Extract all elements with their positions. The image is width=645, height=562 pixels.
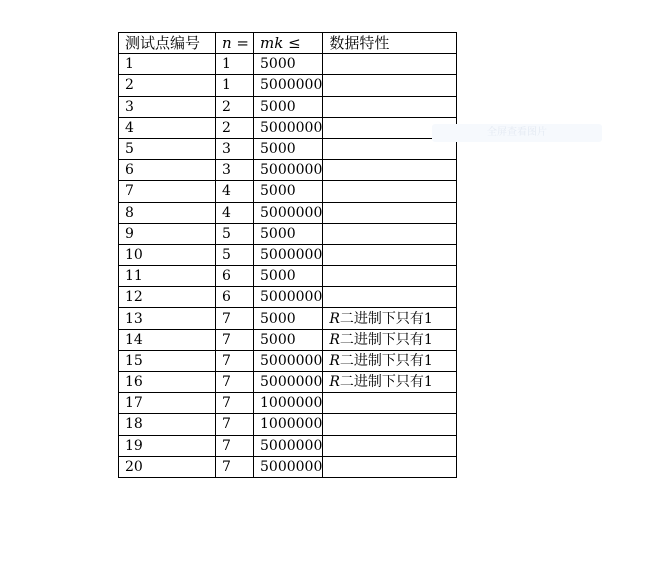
cell-test-id: 3: [119, 96, 216, 117]
cell-mk: 5000000: [254, 75, 323, 96]
data-feature-text: 二进制下只有1: [339, 310, 433, 327]
header-test-id: 测试点编号: [119, 33, 216, 54]
math-variable-r: R: [329, 310, 340, 327]
table-row: [119, 266, 457, 287]
cell-n: 2: [216, 96, 254, 117]
table-header-row: [119, 33, 457, 54]
cell-data-feature: [323, 181, 457, 202]
cell-test-id: 4: [119, 117, 216, 138]
math-variable-r: R: [329, 331, 340, 348]
table-row: [119, 54, 457, 75]
table-row: [119, 287, 457, 308]
cell-mk: 5000: [254, 138, 323, 159]
cell-mk: 5000000: [254, 456, 323, 477]
cell-data-feature: [323, 456, 457, 477]
cell-data-feature: [323, 350, 457, 371]
view-image-label: 全屏查看图片: [487, 127, 547, 138]
cell-data-feature: [323, 393, 457, 414]
table-row: [119, 372, 457, 393]
cell-data-feature: [323, 202, 457, 223]
cell-mk: 5000000: [254, 244, 323, 265]
cell-test-id: 2: [119, 75, 216, 96]
cell-mk: 1000000: [254, 393, 323, 414]
cell-test-id: 18: [119, 414, 216, 435]
cell-data-feature: [323, 287, 457, 308]
cell-n: 7: [216, 308, 254, 329]
cell-test-id: 13: [119, 308, 216, 329]
cell-n: 7: [216, 414, 254, 435]
cell-mk: 5000000: [254, 202, 323, 223]
cell-test-id: 20: [119, 456, 216, 477]
table-row: [119, 96, 457, 117]
table-row: [119, 308, 457, 329]
cell-n: 6: [216, 287, 254, 308]
cell-test-id: 6: [119, 160, 216, 181]
cell-mk: 5000000: [254, 435, 323, 456]
cell-test-id: 9: [119, 223, 216, 244]
cell-data-feature: [323, 244, 457, 265]
table-row: [119, 223, 457, 244]
cell-mk: 5000000: [254, 372, 323, 393]
cell-n: 7: [216, 393, 254, 414]
view-image-overlay[interactable]: [432, 124, 602, 142]
cell-data-feature: [323, 96, 457, 117]
header-mk: mk ≤: [254, 33, 323, 54]
cell-mk: 5000000: [254, 117, 323, 138]
cell-n: 4: [216, 181, 254, 202]
table-row: [119, 350, 457, 371]
cell-data-feature: [323, 329, 457, 350]
cell-mk: 5000: [254, 266, 323, 287]
table-row: [119, 181, 457, 202]
cell-n: 5: [216, 244, 254, 265]
data-feature-text: 二进制下只有1: [339, 331, 433, 348]
cell-mk: 5000: [254, 181, 323, 202]
cell-test-id: 12: [119, 287, 216, 308]
math-variable-r: R: [329, 374, 340, 391]
cell-mk: 5000: [254, 54, 323, 75]
cell-test-id: 10: [119, 244, 216, 265]
table-row: [119, 244, 457, 265]
table-row: [119, 329, 457, 350]
cell-data-feature: [323, 223, 457, 244]
cell-data-feature: [323, 54, 457, 75]
cell-mk: 5000000: [254, 350, 323, 371]
cell-test-id: 8: [119, 202, 216, 223]
data-feature-text: 二进制下只有1: [339, 352, 433, 369]
cell-mk: 1000000: [254, 414, 323, 435]
cell-mk: 5000: [254, 96, 323, 117]
table-row: [119, 138, 457, 159]
cell-mk: 5000: [254, 223, 323, 244]
cell-test-id: 11: [119, 266, 216, 287]
test-data-table: [118, 32, 457, 478]
cell-test-id: 15: [119, 350, 216, 371]
math-variable-r: R: [329, 352, 340, 369]
cell-n: 7: [216, 372, 254, 393]
cell-n: 7: [216, 350, 254, 371]
cell-n: 5: [216, 223, 254, 244]
table-row: [119, 202, 457, 223]
cell-test-id: 5: [119, 138, 216, 159]
table-row: [119, 160, 457, 181]
cell-n: 4: [216, 202, 254, 223]
cell-n: 7: [216, 329, 254, 350]
cell-data-feature: [323, 308, 457, 329]
table-row: [119, 75, 457, 96]
cell-data-feature: [323, 160, 457, 181]
cell-test-id: 7: [119, 181, 216, 202]
table-row: [119, 435, 457, 456]
cell-data-feature: [323, 372, 457, 393]
cell-data-feature: [323, 266, 457, 287]
table-body: [119, 54, 457, 478]
cell-n: 3: [216, 138, 254, 159]
table-row: [119, 414, 457, 435]
cell-n: 1: [216, 75, 254, 96]
data-feature-text: 二进制下只有1: [339, 374, 433, 391]
table-row: [119, 456, 457, 477]
cell-mk: 5000000: [254, 287, 323, 308]
table-row: [119, 393, 457, 414]
header-n: n =: [216, 33, 254, 54]
cell-n: 6: [216, 266, 254, 287]
cell-data-feature: [323, 75, 457, 96]
cell-mk: 5000000: [254, 160, 323, 181]
cell-n: 7: [216, 435, 254, 456]
cell-mk: 5000: [254, 308, 323, 329]
cell-data-feature: [323, 414, 457, 435]
header-data-feature: 数据特性: [323, 33, 457, 54]
table-row: [119, 117, 457, 138]
cell-n: 1: [216, 54, 254, 75]
cell-test-id: 19: [119, 435, 216, 456]
cell-n: 7: [216, 456, 254, 477]
cell-data-feature: [323, 435, 457, 456]
cell-n: 3: [216, 160, 254, 181]
cell-n: 2: [216, 117, 254, 138]
cell-test-id: 1: [119, 54, 216, 75]
cell-test-id: 17: [119, 393, 216, 414]
cell-test-id: 14: [119, 329, 216, 350]
cell-test-id: 16: [119, 372, 216, 393]
cell-mk: 5000: [254, 329, 323, 350]
